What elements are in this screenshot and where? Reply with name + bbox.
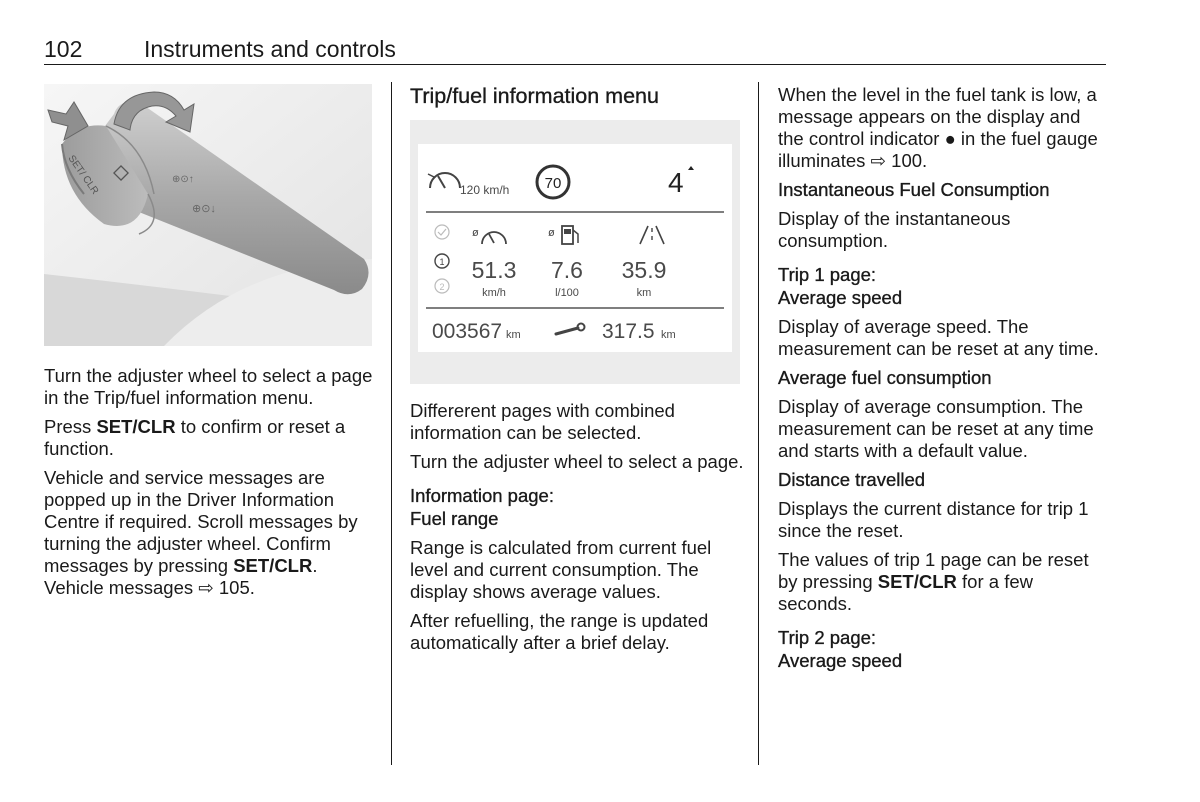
menu-title: Trip/fuel information menu <box>410 84 659 108</box>
distance-value: 35.9 <box>621 257 667 283</box>
trip-1-page-heading: Trip 1 page: <box>778 264 877 285</box>
lever-illustration <box>44 84 372 346</box>
speedometer-limit-icon <box>428 173 460 188</box>
average-fuel-consumption-heading: Average fuel consumption <box>778 367 992 388</box>
average-speed-unit: km/h <box>482 287 506 299</box>
column-divider-right <box>758 82 759 765</box>
odometer-unit: km <box>506 329 521 341</box>
paragraph: Display of average consumption. The measurement can be reset at any time and starts with a default value. <box>778 396 1094 461</box>
paragraph: Displays the current distance for trip 1 since the reset. <box>778 498 1089 541</box>
paragraph: After refuelling, the range is updated automatically after a brief delay. <box>410 610 709 653</box>
average-speed-heading: Average speed <box>778 650 903 671</box>
paragraph: Turn the adjuster wheel to select a page in the Trip/fuel information menu. <box>44 365 373 408</box>
column-1-text <box>44 365 374 606</box>
trip-2-indicator: 2 <box>439 282 445 292</box>
paragraph: When the level in the fuel tank is low, a message appears on the display and the control indicator ● in the fuel gauge illuminates ⇨ 100. <box>778 84 1098 171</box>
page-header <box>44 34 1106 65</box>
svg-text:ø: ø <box>548 227 555 239</box>
service-range-unit: km <box>661 329 676 341</box>
shift-up-arrow-icon <box>688 166 694 170</box>
information-page-heading: Information page: <box>410 485 554 506</box>
average-consumption-value: 7.6 <box>551 257 583 283</box>
column-3-text <box>778 84 1108 679</box>
display-screen <box>418 144 732 352</box>
paragraph: Display of the instantaneous consumption. <box>778 208 1011 251</box>
instantaneous-fuel-consumption-heading: Instantaneous Fuel Consumption <box>778 179 1050 200</box>
gear-indicator: 4 <box>668 167 684 198</box>
svg-text:70: 70 <box>544 175 562 192</box>
service-wrench-icon <box>556 324 585 335</box>
svg-text:ø: ø <box>472 227 479 239</box>
svg-text:⊕⊙↓: ⊕⊙↓ <box>192 203 216 215</box>
trip-indicator-icons <box>435 225 449 293</box>
average-speed-value: 51.3 <box>471 257 517 283</box>
average-speed-heading: Average speed <box>778 287 903 308</box>
section-title: Instruments and controls <box>144 36 396 62</box>
paragraph: The values of trip 1 page can be reset by pressing SET/CLR for a few seconds. <box>778 549 1089 614</box>
column-divider-left <box>391 82 392 765</box>
column-2-text <box>410 400 744 661</box>
lever-set-clr-label: SET/ CLR <box>65 153 101 197</box>
average-consumption-icon <box>548 226 578 244</box>
paragraph: Press SET/CLR to confirm or reset a function. <box>44 416 346 459</box>
paragraph: Turn the adjuster wheel to select a page. <box>410 451 744 472</box>
average-consumption-unit: l/100 <box>555 287 579 299</box>
service-range-value: 317.5 <box>602 320 655 343</box>
distance-unit: km <box>636 287 652 299</box>
average-speed-icon <box>472 227 506 244</box>
trip-display-illustration <box>410 120 740 384</box>
svg-text:⊕⊙↑: ⊕⊙↑ <box>172 174 194 185</box>
paragraph: Vehicle and service messages are popped up in the Driver Information Centre if required. Scroll messages by turning the adjuster wheel. Confirm messages by pressing SET/CLR. Vehicle messages ⇨ 105. <box>44 467 358 598</box>
fuel-range-heading: Fuel range <box>410 508 499 529</box>
paragraph: Display of average speed. The measurement can be reset at any time. <box>778 316 1099 359</box>
distance-icon <box>640 226 664 244</box>
speed-limit-sign <box>537 166 569 198</box>
trip-1-indicator: 1 <box>439 257 445 267</box>
distance-travelled-heading: Distance travelled <box>778 469 926 490</box>
speed-limit-value: 120 km/h <box>460 183 510 197</box>
paragraph: Differerent pages with combined information can be selected. <box>410 400 675 443</box>
paragraph: Range is calculated from current fuel level and current consumption. The display shows average values. <box>410 537 712 602</box>
page-number: 102 <box>44 36 83 62</box>
odometer-value: 003567 <box>432 320 503 343</box>
fuel-indicator-icon: ● <box>944 128 956 149</box>
trip-2-page-heading: Trip 2 page: <box>778 627 877 648</box>
